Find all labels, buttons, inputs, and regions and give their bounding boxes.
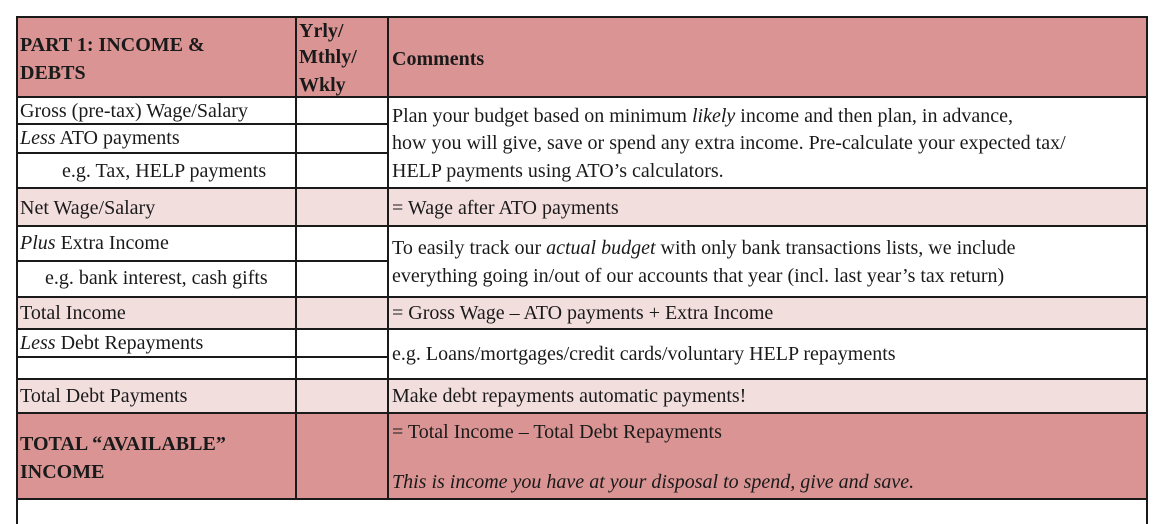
total-debt-comment: Make debt repayments automatic payments! bbox=[392, 385, 747, 407]
total-income-label: Total Income bbox=[20, 302, 126, 324]
track-comment-a: To easily track our bbox=[392, 237, 547, 259]
plus-prefix: Plus bbox=[20, 232, 56, 254]
rule-available-bottom bbox=[16, 498, 1148, 500]
col-sep-1 bbox=[295, 16, 297, 499]
track-comment-line2: everything going in/out of our accounts that year (incl. last year’s tax return) bbox=[392, 265, 1005, 287]
available-label-line1: TOTAL “AVAILABLE” bbox=[20, 433, 226, 455]
border-top bbox=[16, 16, 1148, 18]
budget-comment-c: income and then plan, in advance, bbox=[735, 105, 1013, 127]
period-header-line3: Wkly bbox=[299, 74, 346, 96]
budget-comment-line3: HELP payments using ATO’s calculators. bbox=[392, 160, 724, 182]
less-ato-label bbox=[20, 125, 180, 151]
budget-comment-line2: how you will give, save or spend any extra income. Pre-calculate your expected tax/ bbox=[392, 132, 1066, 154]
less-ato-prefix: Less bbox=[20, 127, 56, 149]
budget-comment-a: Plan your budget based on minimum bbox=[392, 105, 692, 127]
budget-comment-line1 bbox=[392, 103, 1013, 129]
rule-less-debt bbox=[16, 356, 389, 358]
track-comment-line1 bbox=[392, 235, 1016, 261]
period-header-line1: Yrly/ bbox=[299, 20, 344, 42]
total-income-comment: = Gross Wage – ATO payments + Extra Income bbox=[392, 302, 774, 324]
less-debt-rest: Debt Repayments bbox=[55, 332, 204, 354]
net-wage-label: Net Wage/Salary bbox=[20, 197, 156, 219]
rule-net-top bbox=[16, 187, 1148, 189]
ato-example-label: e.g. Tax, HELP payments bbox=[62, 160, 267, 182]
net-comment: = Wage after ATO payments bbox=[392, 197, 619, 219]
track-comment-c: with only bank transactions lists, we include bbox=[655, 237, 1016, 259]
budget-comment-likely: likely bbox=[691, 105, 736, 127]
border-left bbox=[16, 16, 18, 524]
col-sep-2 bbox=[387, 16, 389, 499]
rule-plus-extra bbox=[16, 260, 389, 262]
available-label-line2: INCOME bbox=[20, 461, 105, 483]
rule-less-ato bbox=[16, 152, 389, 154]
border-right bbox=[1146, 16, 1148, 524]
debt-comment: e.g. Loans/mortgages/credit cards/voluntary HELP repayments bbox=[392, 343, 896, 365]
available-comment: = Total Income – Total Debt Repayments bbox=[392, 421, 722, 443]
disposal-comment: This is income you have at your disposal to spend, give and save. bbox=[392, 471, 915, 493]
plus-extra-label bbox=[20, 230, 169, 256]
less-debt-label bbox=[20, 330, 203, 356]
period-header-line2: Mthly/ bbox=[299, 46, 357, 68]
rule-total-debt-bottom bbox=[16, 412, 1148, 414]
total-debt-label: Total Debt Payments bbox=[20, 385, 188, 407]
track-comment-actual-budget: actual budget bbox=[546, 237, 656, 259]
extra-example-label: e.g. bank interest, cash gifts bbox=[45, 267, 268, 289]
rule-total-income-top bbox=[16, 296, 1148, 298]
section-title-line1: PART 1: INCOME & bbox=[20, 34, 205, 56]
less-ato-rest: ATO payments bbox=[55, 127, 180, 149]
section-title-line2: DEBTS bbox=[20, 62, 86, 84]
rule-net-bottom bbox=[16, 225, 1148, 227]
plus-rest: Extra Income bbox=[55, 232, 169, 254]
rule-total-debt-top bbox=[16, 378, 1148, 380]
gross-wage-label: Gross (pre-tax) Wage/Salary bbox=[20, 100, 248, 122]
less-debt-prefix: Less bbox=[20, 332, 56, 354]
comments-header: Comments bbox=[392, 48, 485, 70]
income-debts-table bbox=[16, 16, 1148, 524]
